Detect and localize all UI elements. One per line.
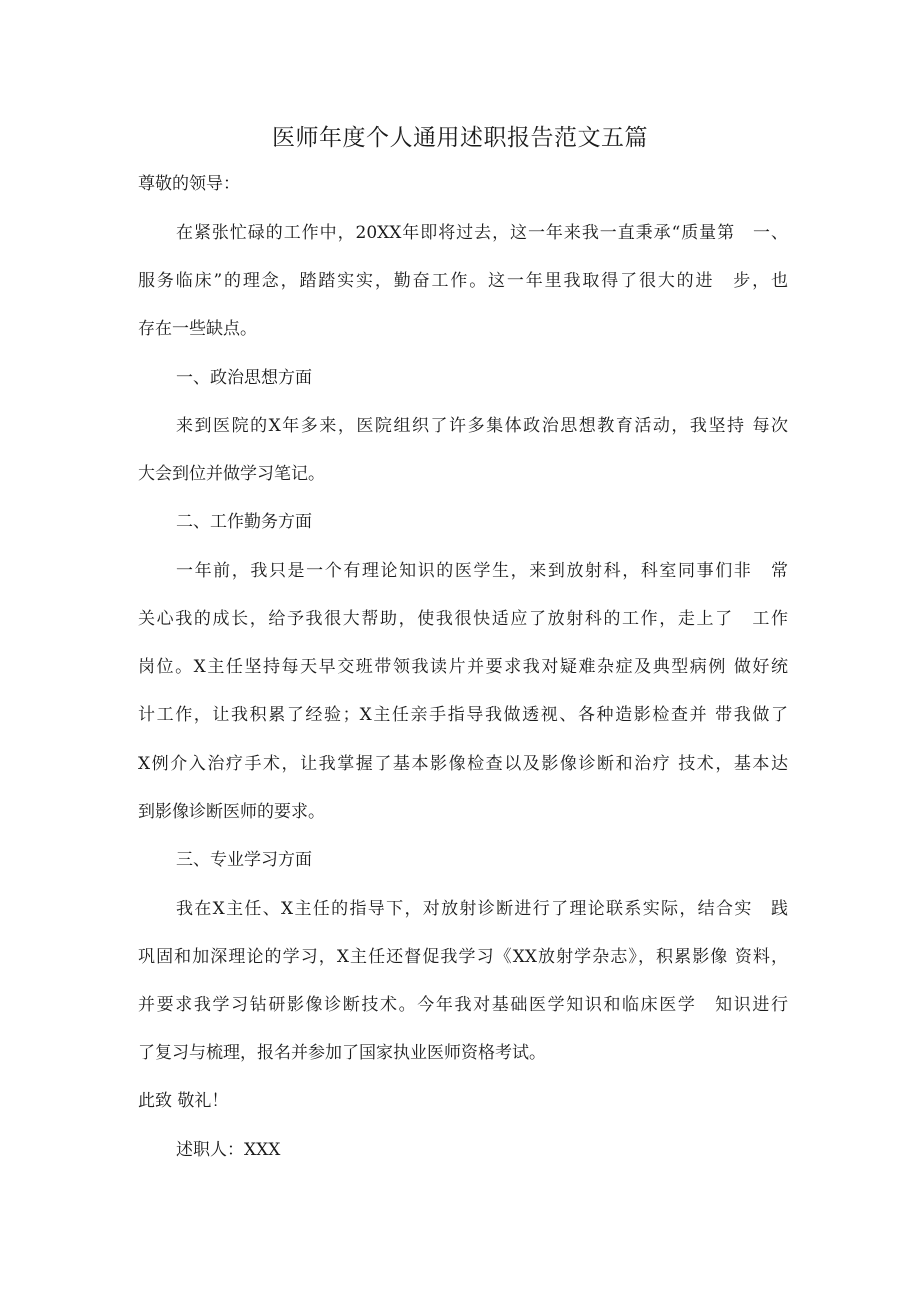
signature-line: 述职人：XXX xyxy=(176,1140,281,1160)
section2-line-4: 计工作，让我积累了经验；X主任亲手指导我做透视、各种造影检查并 带我做了 xyxy=(138,705,788,725)
section2-line-1: 一年前，我只是一个有理论知识的医学生，来到放射科，科室同事们非 常 xyxy=(176,561,788,581)
section2-heading: 二、工作勤务方面 xyxy=(176,512,312,532)
intro-line-2: 服务临床”的理念，踏踏实实，勤奋工作。这一年里我取得了很大的进 步，也 xyxy=(138,271,788,291)
section2-line-5: X例介入治疗手术，让我掌握了基本影像检查以及影像诊断和治疗 技术，基本达 xyxy=(138,754,788,774)
section1-line-2: 大会到位并做学习笔记。 xyxy=(138,464,325,484)
section3-line-3: 并要求我学习钻研影像诊断技术。今年我对基础医学知识和临床医学 知识进行 xyxy=(138,995,788,1015)
section3-line-4: 了复习与梳理，报名并参加了国家执业医师资格考试。 xyxy=(138,1043,546,1063)
intro-line-1: 在紧张忙碌的工作中，20XX年即将过去，这一年来我一直秉承“质量第 一、 xyxy=(176,223,788,243)
closing-line: 此致 敬礼！ xyxy=(138,1091,229,1111)
intro-line-3: 存在一些缺点。 xyxy=(138,319,257,339)
section2-line-2: 关心我的成长，给予我很大帮助，使我很快适应了放射科的工作，走上了 工作 xyxy=(138,609,788,629)
section3-line-1: 我在X主任、X主任的指导下，对放射诊断进行了理论联系实际，结合实 践 xyxy=(176,899,788,919)
section1-heading: 一、政治思想方面 xyxy=(176,368,312,388)
section2-line-3: 岗位。X主任坚持每天早交班带领我读片并要求我对疑难杂症及典型病例 做好统 xyxy=(138,657,788,677)
document-title: 医师年度个人通用述职报告范文五篇 xyxy=(272,125,648,151)
section3-line-2: 巩固和加深理论的学习，X主任还督促我学习《XX放射学杂志》，积累影像 资料， xyxy=(138,947,788,967)
section2-line-6: 到影像诊断医师的要求。 xyxy=(138,802,325,822)
section1-line-1: 来到医院的X年多来，医院组织了许多集体政治思想教育活动，我坚持 每次 xyxy=(176,416,788,436)
section3-heading: 三、专业学习方面 xyxy=(176,850,312,870)
salutation: 尊敬的领导： xyxy=(138,174,240,194)
